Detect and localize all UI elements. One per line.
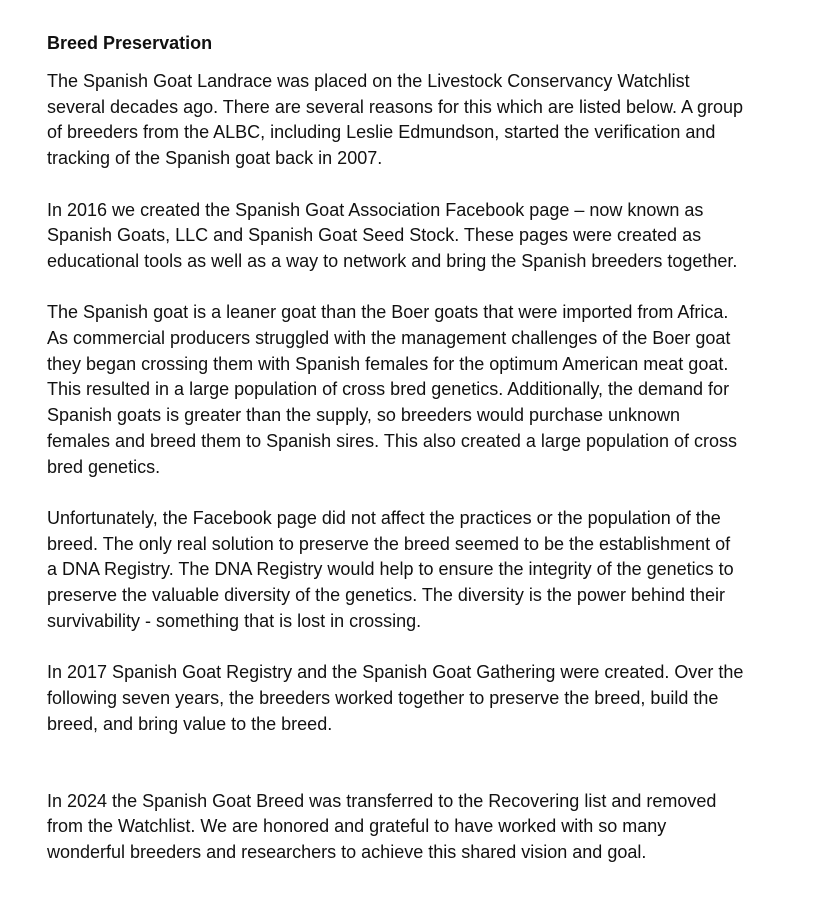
paragraph-facebook-page — [47, 198, 807, 275]
paragraph-spacer — [47, 172, 807, 198]
text-line: breed, and bring value to the breed. — [47, 713, 333, 734]
text-line: preserve the valuable diversity of the genetics. The diversity is the power behind their — [47, 585, 726, 606]
paragraph-watchlist-history — [47, 69, 807, 172]
text-line: several decades ago. There are several reasons for this which are listed below. A group — [47, 96, 744, 117]
text-line: The Spanish goat is a leaner goat than the Boer goats that were imported from Africa. — [47, 302, 729, 323]
text-line: educational tools as well as a way to network and bring the Spanish breeders together. — [47, 250, 738, 271]
paragraph-spacer — [47, 737, 807, 788]
text-line: As commercial producers struggled with the management challenges of the Boer goat — [47, 328, 731, 348]
text-line: bred genetics. — [47, 456, 161, 477]
paragraph-recovering-2024 — [47, 789, 807, 866]
paragraph-spacer — [47, 480, 807, 506]
text-line: In 2017 Spanish Goat Registry and the Spanish Goat Gathering were created. Over the — [47, 662, 744, 683]
text-line: The Spanish Goat Landrace was placed on the Livestock Conservancy Watchlist — [47, 71, 690, 91]
text-line: they began crossing them with Spanish females for the optimum American meat goat. — [47, 353, 729, 374]
text-line: breed. The only real solution to preserve the breed seemed to be the establishment of — [47, 533, 731, 554]
text-line: In 2024 the Spanish Goat Breed was transferred to the Recovering list and removed — [47, 790, 717, 811]
text-line: a DNA Registry. The DNA Registry would help to ensure the integrity of the genetics to — [47, 559, 734, 580]
text-line: of breeders from the ALBC, including Leslie Edmundson, started the verification and — [47, 122, 716, 143]
text-line: females and breed them to Spanish sires. This also created a large population of cross — [47, 430, 738, 451]
article — [47, 31, 807, 866]
paragraph-boer-crossing — [47, 300, 807, 480]
text-line: wonderful breeders and researchers to achieve this shared vision and goal. — [47, 842, 647, 863]
paragraph-dna-registry — [47, 506, 807, 635]
text-line: survivability - something that is lost in crossing. — [47, 610, 422, 631]
section-heading: Breed Preservation — [47, 33, 213, 53]
paragraph-spacer — [47, 275, 807, 301]
text-line: following seven years, the breeders worked together to preserve the breed, build the — [47, 687, 719, 708]
text-line: Unfortunately, the Facebook page did not affect the practices or the population of the — [47, 507, 721, 528]
text-line: from the Watchlist. We are honored and grateful to have worked with so many — [47, 816, 667, 837]
text-line: Spanish Goats, LLC and Spanish Goat Seed Stock. These pages were created as — [47, 225, 702, 246]
paragraph-spacer — [47, 634, 807, 660]
text-line: This resulted in a large population of cross bred genetics. Additionally, the demand for — [47, 379, 730, 400]
text-line: Spanish goats is greater than the supply, so breeders would purchase unknown — [47, 405, 681, 426]
text-line: tracking of the Spanish goat back in 2007. — [47, 148, 383, 169]
text-line: In 2016 we created the Spanish Goat Association Facebook page – now known as — [47, 199, 704, 220]
paragraph-registry-2017 — [47, 660, 807, 737]
